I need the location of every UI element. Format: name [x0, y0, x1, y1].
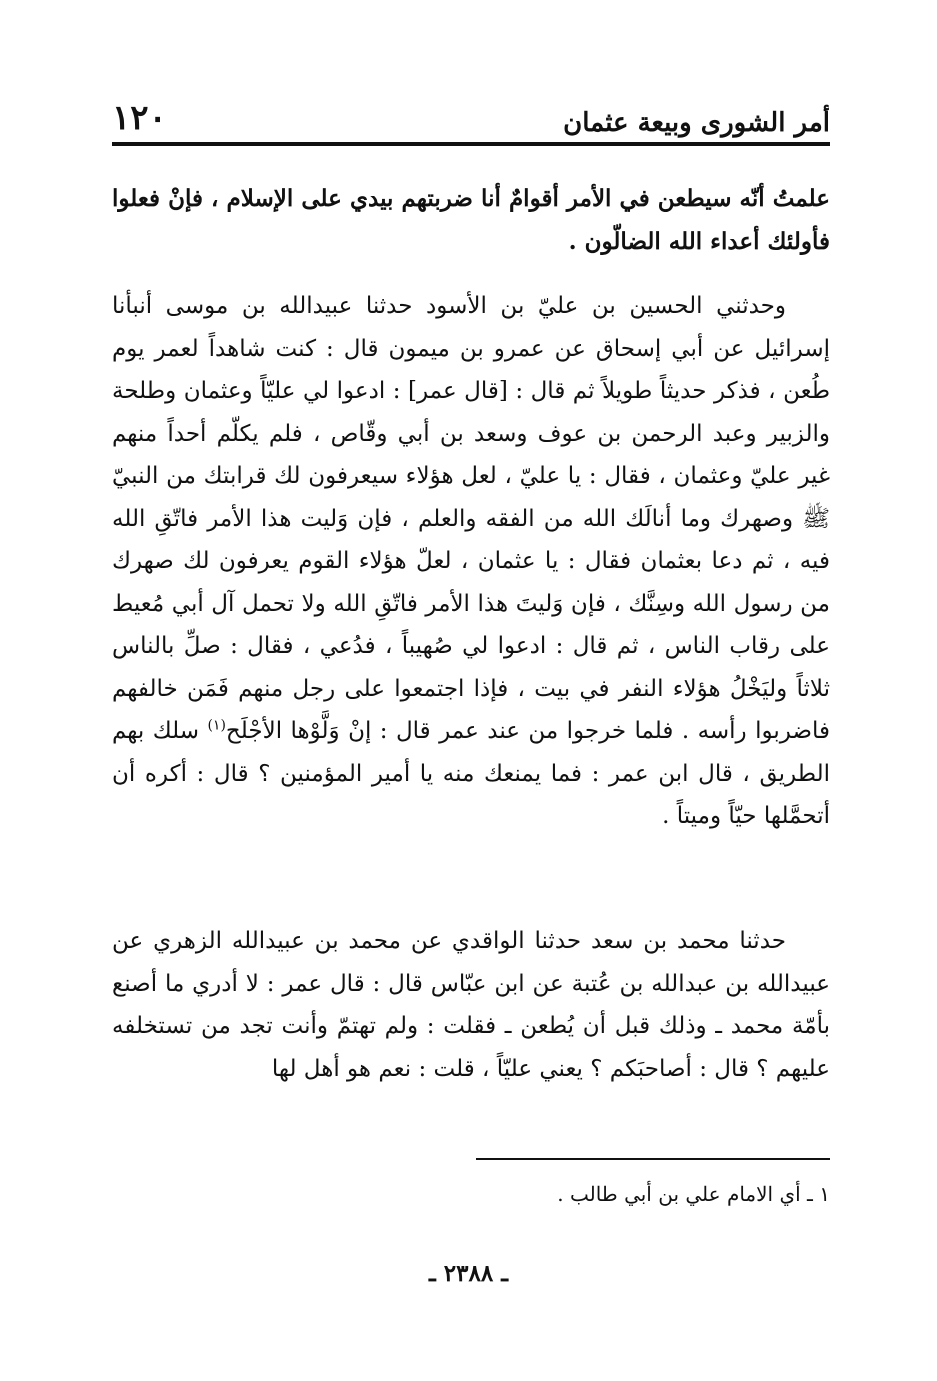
footnote: ١ ـ أي الامام علي بن أبي طالب .: [557, 1182, 830, 1206]
page-number: ١٢٠: [112, 98, 167, 138]
paragraph-3: حدثنا محمد بن سعد حدثنا الواقدي عن محمد بن عبيدالله الزهري عن عبيدالله بن عبدالله بن عُتبة عن ابن عبّاس قال : قال عمر : لا أدري ما أصنع بأمّة محمد ـ وذلك قبل أن يُطعن ـ فقلت : ولم تهتمّ وأنت تجد من تستخلفه عليهم ؟ قال : أصاحبَكم ؟ يعني عليّاً ، قلت : نعم هو أهل لها: [112, 928, 830, 1082]
paragraph-2-text: وحدثني الحسين بن عليّ بن الأسود حدثنا عبيدالله بن موسى أنبأنا إسرائيل عن أبي إسحاق عن عمرو بن ميمون قال : كنت شاهداً لعمر يوم طُعن ، فذكر حديثاً طويلاً ثم قال : [قال عمر] : ادعوا لي عليّاً وعثمان وطلحة والزبير وعبد الرحمن بن عوف وسعد بن أبي وقّاص ، فلم يكلّم أحداً منهم غير عليّ وعثمان ، فقال : يا عليّ ، لعل هؤلاء سيعرفون لك قرابتك من النبيّ ﷺ وصهرك وما أنالَك الله من الفقه والعلم ، فإن وَليت هذا الأمر فاتّقِ الله فيه ، ثم دعا بعثمان فقال : يا عثمان ، لعلّ هؤلاء القوم يعرفون لك صهرك من رسول الله وسِنَّك ، فإن وَليتَ هذا الأمر فاتّقِ الله ولا تحمل آل أبي مُعيط على رقاب الناس ، ثم قال : ادعوا لي صُهيباً ، فدُعي ، فقال : صلِّ بالناس ثلاثاً وليَخْلُ هؤلاء النفر في بيت ، فإذا اجتمعوا على رجل منهم فَمَن خالفهم فاضربوا رأسه . فلما خرجوا من عند عمر قال : إنْ وَلَّوْها الأجْلَح: [112, 293, 830, 744]
paragraph-2: [112, 285, 830, 838]
paragraph-2-end: سلك بهم الطريق ، قال ابن عمر : فما يمنعك منه يا أمير المؤمنين ؟ قال : أكره أن أتحمَّلها حيّاً وميتاً .: [112, 718, 830, 829]
running-title: أمر الشورى وبيعة عثمان: [563, 108, 830, 138]
header-divider: [112, 142, 830, 146]
page-marker: ـ ٢٣٨٨ ـ: [429, 1260, 508, 1287]
footnote-divider: [476, 1158, 830, 1160]
page-header: [112, 88, 830, 138]
paragraph-1: علمتُ أنّه سيطعن في الأمر أقوامٌ أنا ضربتهم بيدي على الإسلام ، فإنْ فعلوا فأولئك أعداء الله الضالّون .: [112, 185, 830, 255]
footnote-reference: (١): [207, 717, 226, 734]
